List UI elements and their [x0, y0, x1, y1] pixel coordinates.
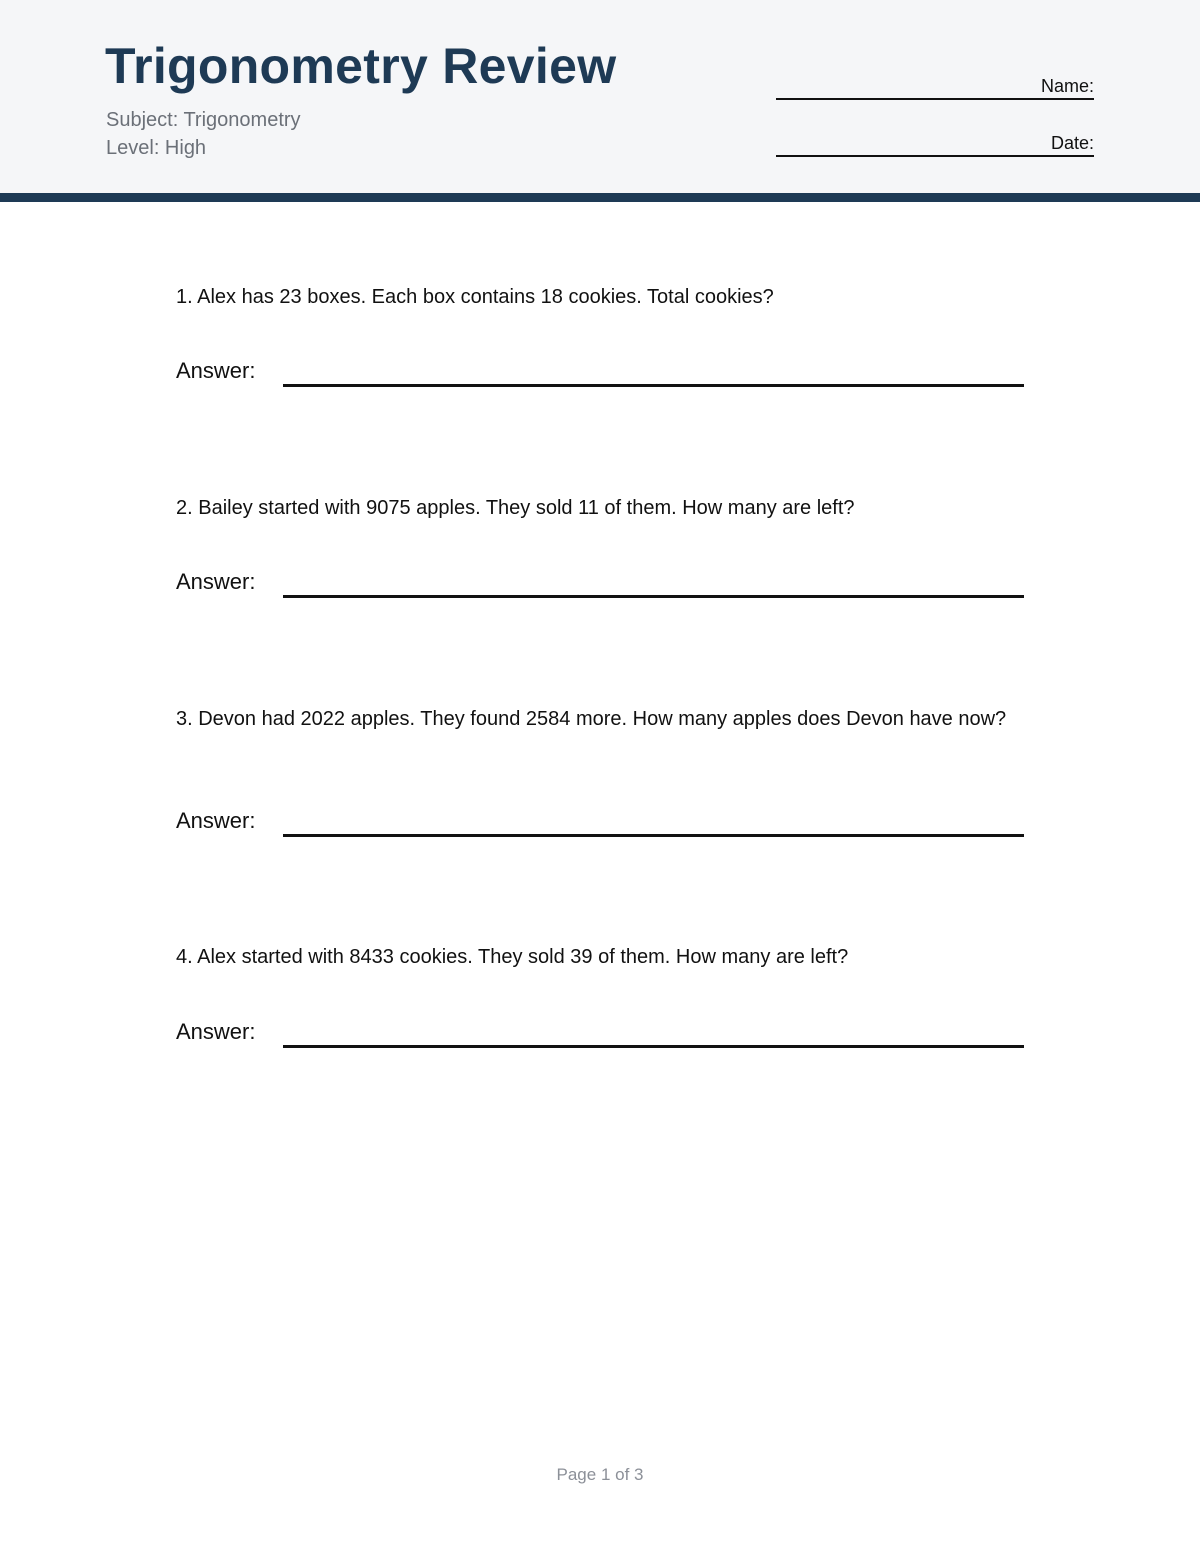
question-2: 2. Bailey started with 9075 apples. They sold 11 of them. How many are left? — [176, 497, 855, 519]
page-title: Trigonometry Review — [105, 38, 617, 94]
answer-label: Answer: — [176, 1019, 256, 1044]
date-field[interactable] — [776, 129, 1094, 157]
answer-line-2[interactable] — [283, 595, 1024, 598]
subject-label: Subject: Trigonometry — [106, 109, 301, 131]
level-label: Level: High — [106, 137, 207, 159]
answer-label: Answer: — [176, 569, 256, 594]
answer-line-1[interactable] — [283, 384, 1024, 387]
date-label: Date: — [1050, 133, 1094, 153]
answer-label: Answer: — [176, 808, 256, 833]
name-label: Name: — [1040, 76, 1094, 96]
answer-row-3 — [176, 806, 1024, 838]
worksheet-header — [0, 0, 1200, 202]
page-indicator: Page 1 of 3 — [556, 1465, 644, 1484]
answer-row-2 — [176, 567, 1024, 599]
answer-row-1 — [176, 356, 1024, 388]
question-1: 1. Alex has 23 boxes. Each box contains 18 cookies. Total cookies? — [176, 286, 774, 308]
question-3: 3. Devon had 2022 apples. They found 2584 more. How many apples does Devon have now? — [176, 708, 1007, 730]
answer-line-4[interactable] — [283, 1045, 1024, 1048]
answer-row-4 — [176, 1017, 1024, 1049]
answer-label: Answer: — [176, 358, 256, 383]
name-field[interactable] — [776, 72, 1094, 100]
answer-line-3[interactable] — [283, 834, 1024, 837]
question-4: 4. Alex started with 8433 cookies. They sold 39 of them. How many are left? — [176, 946, 849, 968]
